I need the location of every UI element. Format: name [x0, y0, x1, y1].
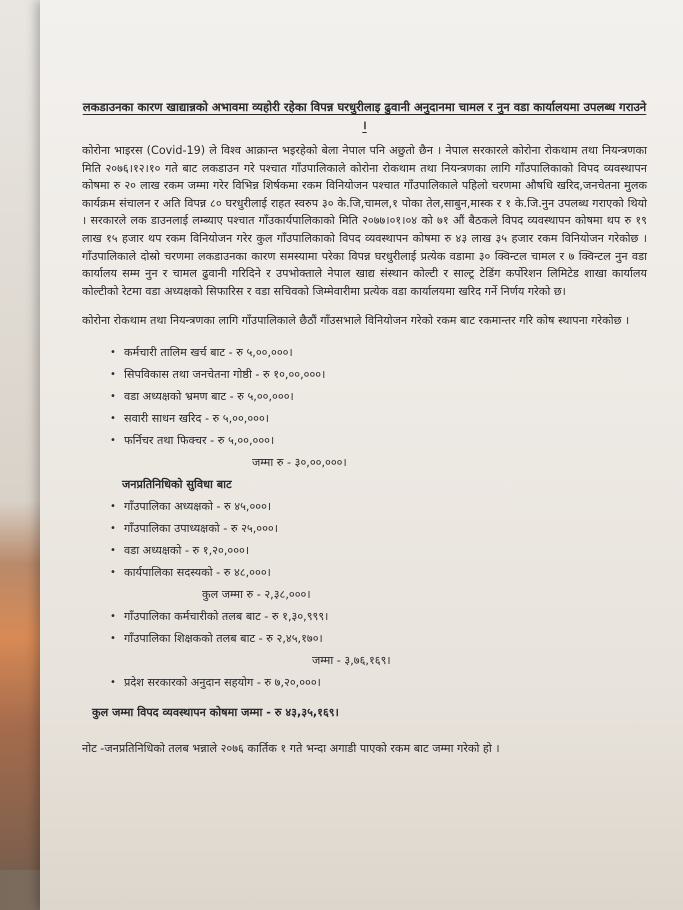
bullet-icon: • [110, 390, 116, 402]
bullet-icon: • [110, 368, 116, 380]
list-item: • फर्निचर तथा फिक्चर - रु ५,००,०००। [124, 430, 647, 452]
budget-list-2 [82, 496, 647, 584]
bullet-icon: • [110, 610, 116, 622]
list-item: • वडा अध्यक्षको भ्रमण बाट - रु ५,००,०००। [124, 386, 647, 408]
document-page [40, 0, 683, 910]
document-body [82, 98, 647, 757]
document-heading: लकडाउनका कारण खाद्यान्नको अभावमा व्यहोरी रहेका विपन्न घरधुरीलाइ ढुवानी अनुदानमा चामल र नुन वडा कार्यालयमा उपलब्ध गराउने । [82, 100, 647, 132]
bullet-icon: • [110, 346, 116, 358]
list-item: • वडा अध्यक्षको - रु १,२०,०००। [124, 540, 647, 562]
group2-total: कुल जम्मा रु - २,३८,०००। [202, 587, 311, 601]
list-item: • गाँउपालिका कर्मचारीको तलब बाट - रु १,३०,९९९। [124, 606, 647, 628]
bullet-icon: • [110, 500, 116, 512]
budget-list-1 [82, 342, 647, 452]
list-item: • गाँउपालिका उपाध्यक्षको - रु २५,०००। [124, 518, 647, 540]
bullet-icon: • [110, 412, 116, 424]
group2-heading: जनप्रतिनिधिको सुविधा बाट [122, 477, 232, 491]
bullet-icon: • [110, 434, 116, 446]
list-item: • गाँउपालिका शिक्षकको तलब बाट - रु २,४५,१७०। [124, 628, 647, 650]
budget-list-4 [82, 672, 647, 694]
list-item: • प्रदेश सरकारको अनुदान सहयोग - रु ७,२०,०००। [124, 672, 647, 694]
bullet-icon: • [110, 522, 116, 534]
fund-paragraph: कोरोना रोकथाम तथा नियन्त्रणका लागि गाँउपालिकाले छैठौं गाँउसभाले विनियोजन गरेको रकम बाट रकमान्तर गरि कोष स्थापना गरेकोछ । [82, 314, 630, 328]
list-item: • सिपविकास तथा जनचेतना गोष्ठी - रु १०,००,०००। [124, 364, 647, 386]
group3-total: जम्मा - ३,७६,१६९। [312, 653, 391, 667]
budget-list-3 [82, 606, 647, 650]
list-item: • कर्मचारी तालिम खर्च बाट - रु ५,००,०००। [124, 342, 647, 364]
list-item: • सवारी साधन खरिद - रु ५,००,०००। [124, 408, 647, 430]
footnote: नोट -जनप्रतिनिधिको तलब भन्नाले २०७६ कार्तिक १ गते भन्दा अगाडी पाएको रकम बाट जम्मा गरेको हो । [82, 741, 500, 755]
bullet-icon: • [110, 676, 116, 688]
bullet-icon: • [110, 544, 116, 556]
grand-total: कुल जम्मा विपद व्यवस्थापन कोषमा जम्मा - रु ४३,३५,१६९। [92, 705, 339, 719]
bullet-icon: • [110, 632, 116, 644]
group1-total: जम्मा रु - ३०,००,०००। [252, 455, 347, 469]
bullet-icon: • [110, 566, 116, 578]
intro-paragraph: कोरोना भाइरस (Covid-19) ले विश्व आक्रान्त भइरहेको बेला नेपाल पनि अछुतो छैन । नेपाल सरकारले कोरोना रोकथाम तथा नियन्त्रणका मिति २०७६।१२।१० गते बाट लकडाउन गरे पश्चात गाँउपालिकाले कोरोना रोकथाम तथा नियन्त्रणका लागि गाँउपालिकाको विपद व्यवस्थापन कोषमा रु २० लाख रकम जम्मा गरेर विभिन्न शिर्षकमा रकम विनियोजन पश्चात गाँउपालिकाले पहिलो चरणमा औषधि खरिद,जनचेतना मुलक कार्यक्रम संचालन र अति विपन्न ८० घरधुरीलाई राहत स्वरुप ३० के.जि,चामल,१ पोका तेल,साबुन,मास्क र १ के.जि.नुन उपलब्ध गराएको थियो । सरकारले लक डाउनलाई लम्ब्याए पश्चात गाँउकार्यपालिकाको मिति २०७७।०१।०४ को ७१ औं बैठकले विपद व्यवस्थापन कोषमा थप रु १९ लाख १५ हजार थप रकम विनियोजन गरेर कुल गाँउपालिकाको विपद व्यवस्थापन कोषमा रु ४३ लाख ३५ हजार रकम विनियोजन गरेकोछ । गाँउपालिकाले दोस्रो चरणमा लकडाउनका कारण समस्यामा परेका विपन्न घरधुरीलाई प्रत्येक वडामा ३० क्विन्टल चामल र ७ क्विन्टल नुन वडा कार्यालय सम्म नुन र चामल ढुवानी गरिदिने र उपभोक्ताले नेपाल खाद्य संस्थान कोल्टी र साल्ट्र टेडिंग कर्पोरेशन लिमिटेड शाखा कार्यालय कोल्टीको रेटमा वडा अध्यक्षको सिफारिस र वडा सचिवको जिम्मेवारीमा प्रत्येक वडा कार्यालयमा खरिद गर्ने निर्णय गरेको छ। [82, 144, 647, 298]
list-item: • गाँउपालिका अध्यक्षको - रु ४५,०००। [124, 496, 647, 518]
list-item: • कार्यपालिका सदस्यको - रु ४८,०००। [124, 562, 647, 584]
